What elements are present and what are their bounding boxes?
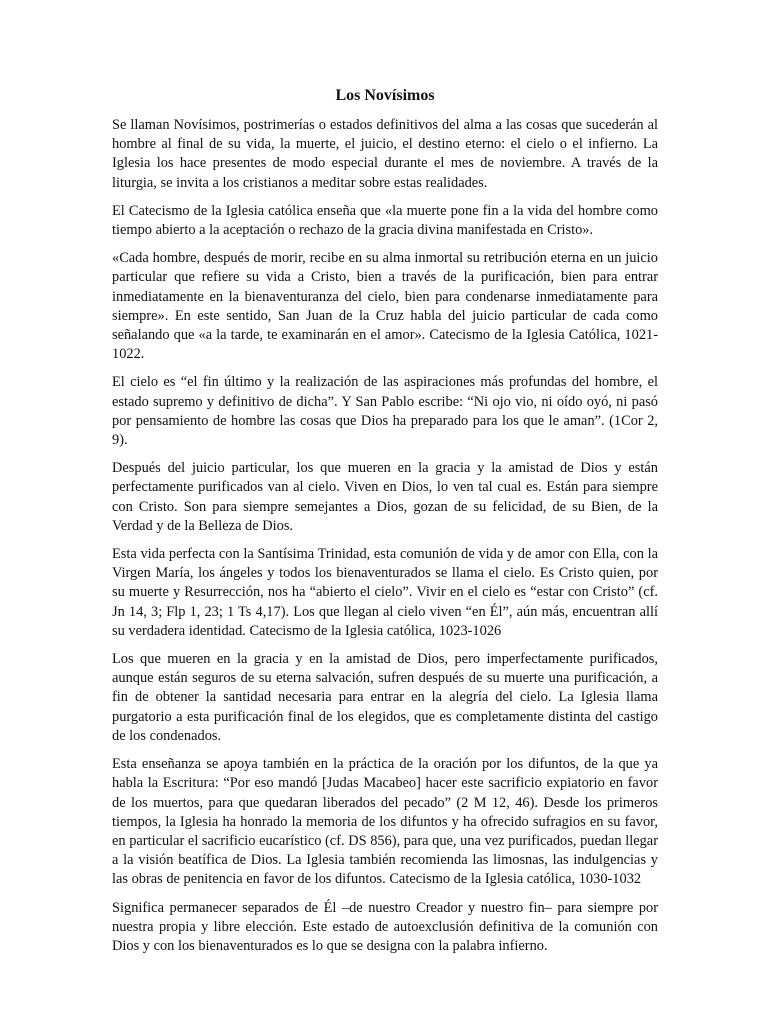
paragraph-novisimos-definition: Se llaman Novísimos, postrimerías o estados definitivos del alma a las cosas que sucederán al hombre al final de su vida, la muerte, el juicio, el destino eterno: el cielo o el infierno. La Iglesia los hace presentes de modo especial durante el mes de noviembre. A través de la liturgia, se invita a los cristianos a meditar sobre estas realidades. [112,117,658,191]
document-page [112,80,658,965]
paragraph-despues-del-juicio: Después del juicio particular, los que mueren en la gracia y la amistad de Dios y están perfectamente purificados van al cielo. Viven en Dios, lo ven tal cual es. Están para siempre con Cristo. Son para siempre semejantes a Dios, gozan de su felicidad, de su Bien, de la Verdad y de la Belleza de Dios. [112,460,658,534]
paragraph-catecismo-muerte: El Catecismo de la Iglesia católica enseña que «la muerte pone fin a la vida del hombre como tiempo abierto a la aceptación o rechazo de la gracia divina manifestada en Cristo». [112,202,658,239]
paragraph-purgatorio: Los que mueren en la gracia y en la amistad de Dios, pero imperfectamente purificados, aunque están seguros de su eterna salvación, sufren después de su muerte una purificación, a fin de obtener la santidad necesaria para entrar en la alegría del cielo. La Iglesia llama purgatorio a esta purificación final de los elegidos, que es completamente distinta del castigo de los condenados. [112,651,658,744]
paragraph-infierno: Significa permanecer separados de Él –de nuestro Creador y nuestro fin– para siempre por nuestra propia y libre elección. Este estado de autoexclusión definitiva de la comunión con Dios y con los bienaventurados es lo que se designa con la palabra infierno. [112,899,658,954]
paragraph-cielo-fin-ultimo: El cielo es “el fin último y la realización de las aspiraciones más profundas del hombre, el estado supremo y definitivo de dicha”. Y San Pablo escribe: “Ni ojo vio, ni oído oyó, ni pasó por pensamiento de hombre las cosas que Dios ha preparado para los que le aman”. (1Cor 2, 9). [112,374,658,449]
document-title: Los Novísimos [335,87,435,104]
paragraph-vida-perfecta: Esta vida perfecta con la Santísima Trinidad, esta comunión de vida y de amor con Ella, con la Virgen María, los ángeles y todos los bienaventurados se llama el cielo. Es Cristo quien, por su muerte y Resurrección, nos ha “abierto el cielo”. Vivir en el cielo es “estar con Cristo” (cf. Jn 14, 3; Flp 1, 23; 1 Ts 4,17). Los que llegan al cielo viven “en Él”, aún más, encuentran allí su verdadera identidad. Catecismo de la Iglesia católica, 1023-1026 [112,546,658,639]
paragraph-oracion-difuntos: Esta enseñanza se apoya también en la práctica de la oración por los difuntos, de la que ya habla la Escritura: “Por eso mandó [Judas Macabeo] hacer este sacrificio expiatorio en favor de los muertos, para que quedaran liberados del pecado” (2 M 12, 46). Desde los primeros tiempos, la Iglesia ha honrado la memoria de los difuntos y ha ofrecido sufragios en su favor, en particular el sacrificio eucarístico (cf. DS 856), para que, una vez purificados, puedan llegar a la visión beatífica de Dios. La Iglesia también recomienda las limosnas, las indulgencias y las obras de penitencia en favor de los difuntos. Catecismo de la Iglesia católica, 1030-1032 [112,756,658,888]
paragraph-juicio-particular: «Cada hombre, después de morir, recibe en su alma inmortal su retribución eterna en un juicio particular que refiere su vida a Cristo, bien a través de la purificación, bien para entrar inmediatamente en la bienaventuranza del cielo, bien para condenarse inmediatamente para siempre». En este sentido, San Juan de la Cruz habla del juicio particular de cada como señalando que «a la tarde, te examinarán en el amor». Catecismo de la Iglesia Católica, 1021-1022. [112,250,658,363]
